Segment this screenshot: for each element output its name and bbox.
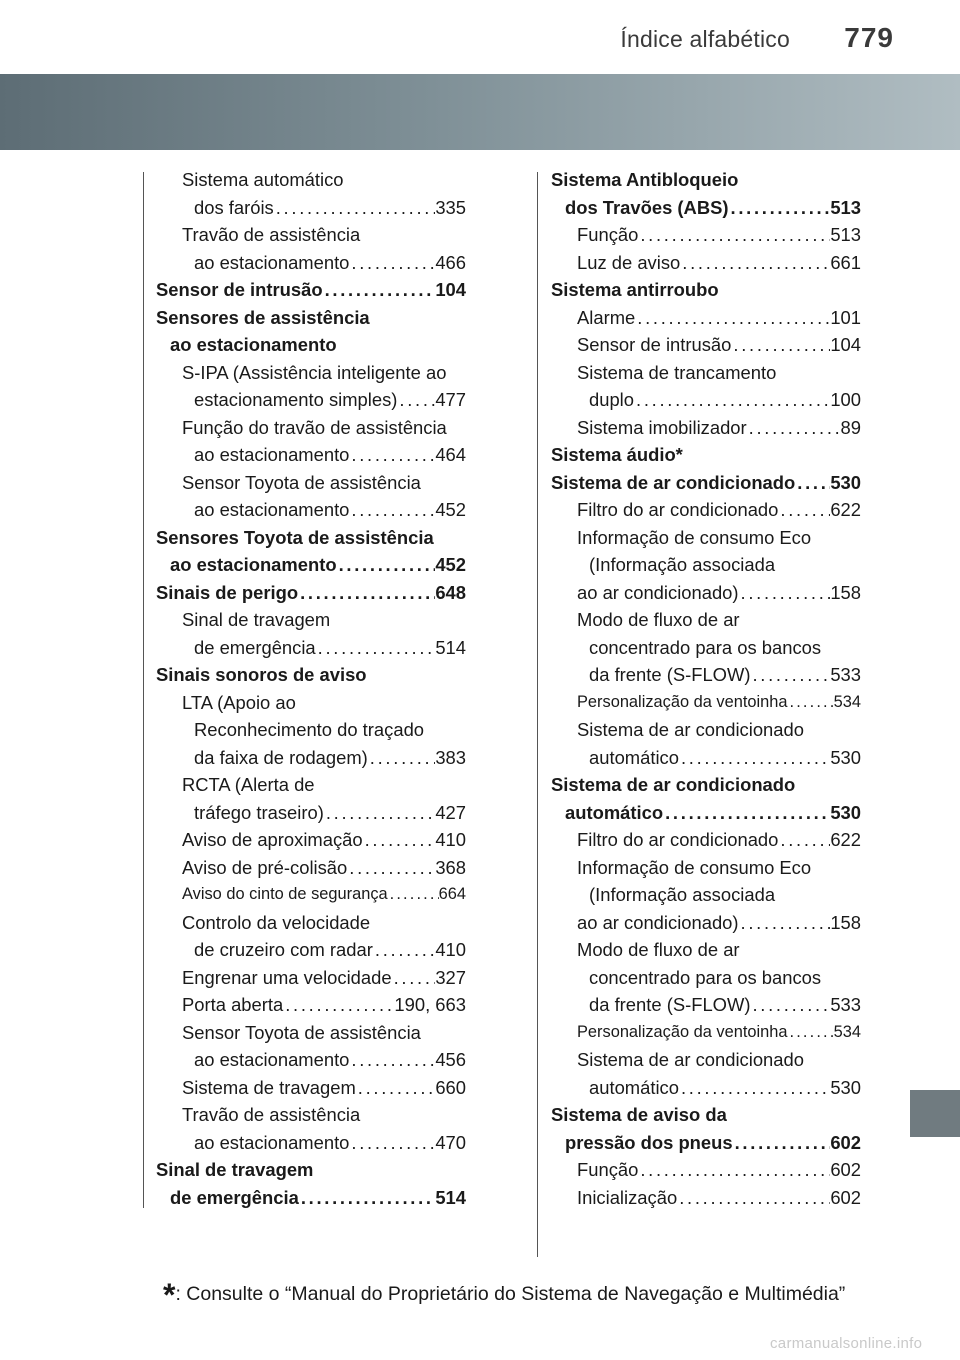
index-entry-page: 466 bbox=[435, 251, 466, 273]
index-entry-text: de cruzeiro com radar bbox=[194, 939, 373, 960]
index-entry-text: Porta aberta bbox=[182, 994, 284, 1015]
leader-dots bbox=[373, 936, 435, 964]
index-entry bbox=[156, 386, 466, 414]
index-entry-page: 410 bbox=[435, 939, 466, 960]
index-entry bbox=[156, 469, 466, 497]
leader-dots bbox=[638, 1156, 830, 1184]
index-entry-text: Aviso de aproximação bbox=[182, 829, 363, 850]
index-entry-text: Sinais de perigo bbox=[156, 581, 299, 603]
index-entry-page: 410 bbox=[435, 829, 466, 850]
leader-dots bbox=[356, 1074, 436, 1102]
index-entry-page: 602 bbox=[830, 1131, 861, 1153]
index-entry bbox=[156, 1019, 466, 1047]
index-entry bbox=[156, 964, 466, 992]
index-entry-text: Filtro do ar condicionado bbox=[577, 829, 779, 850]
index-entry-text: Sistema antirroubo bbox=[551, 279, 719, 300]
index-entry bbox=[156, 744, 466, 772]
index-entry-text: Travão de assistência bbox=[182, 224, 361, 245]
index-entry-text: Sistema de ar condicionado bbox=[577, 1049, 804, 1070]
index-entry bbox=[156, 881, 466, 909]
index-entry bbox=[551, 166, 861, 194]
index-entry-page: 101 bbox=[830, 306, 861, 328]
leader-dots bbox=[274, 194, 436, 222]
index-entry bbox=[551, 469, 861, 497]
index-entry-text: (Informação associada bbox=[589, 554, 776, 575]
index-entry-page: 514 bbox=[435, 636, 466, 658]
index-entry-text: automático bbox=[589, 1076, 679, 1098]
index-entry bbox=[551, 1156, 861, 1184]
index-entry-text: Sensor de intrusão bbox=[577, 334, 732, 355]
index-entry-text: Sistema áudio* bbox=[551, 444, 683, 465]
index-entry bbox=[551, 661, 861, 689]
index-entry-page: 158 bbox=[830, 911, 861, 933]
index-entry-text: RCTA (Alerta de bbox=[182, 774, 315, 795]
leader-dots bbox=[363, 826, 436, 854]
leader-dots bbox=[283, 991, 394, 1019]
leader-dots bbox=[750, 991, 830, 1019]
index-entry bbox=[551, 1184, 861, 1212]
index-entry-text: concentrado para os bancos bbox=[589, 966, 822, 988]
index-entry bbox=[551, 716, 861, 744]
leader-dots bbox=[323, 276, 436, 304]
index-entry-page: 104 bbox=[830, 334, 861, 355]
index-entry-text: Inicialização bbox=[577, 1186, 678, 1208]
index-entry-text: ao ar condicionado) bbox=[577, 581, 739, 603]
index-entry-text: automático bbox=[589, 746, 679, 768]
index-entry bbox=[156, 249, 466, 277]
footnote-marker: * bbox=[163, 1277, 176, 1313]
index-entry bbox=[551, 1046, 861, 1074]
index-entry bbox=[156, 276, 466, 304]
index-entry-page: 335 bbox=[435, 196, 466, 218]
index-entry-text: dos faróis bbox=[194, 196, 274, 218]
index-entry-text: duplo bbox=[589, 389, 634, 410]
index-entry-page: 533 bbox=[830, 994, 861, 1015]
index-entry bbox=[551, 414, 861, 442]
index-entry-page: 661 bbox=[830, 251, 861, 273]
index-entry-page: 456 bbox=[435, 1049, 466, 1070]
footnote-text: : Consulte o “Manual do Proprietário do Sistema de Navegação e Multimédia” bbox=[175, 1283, 846, 1305]
index-entry-text: Sistema de trancamento bbox=[577, 361, 777, 383]
index-entry-text: Sinais sonoros de aviso bbox=[156, 664, 367, 685]
leader-dots bbox=[392, 964, 436, 992]
index-entry-text: concentrado para os bancos bbox=[589, 636, 822, 658]
index-entry-text: Sistema de ar condicionado bbox=[577, 719, 804, 740]
index-entry-text: ao estacionamento bbox=[194, 444, 350, 465]
index-entry bbox=[551, 634, 861, 662]
index-entry-text: Aviso do cinto de segurança bbox=[182, 885, 388, 903]
index-entry-page: 464 bbox=[435, 444, 466, 465]
index-entry bbox=[551, 1019, 861, 1047]
index-entry bbox=[551, 881, 861, 909]
index-entry bbox=[551, 441, 861, 469]
index-entry-text: de emergência bbox=[194, 636, 316, 658]
index-entry bbox=[551, 249, 861, 277]
index-entry-page: 602 bbox=[830, 1186, 861, 1208]
leader-dots bbox=[638, 221, 830, 249]
leader-dots bbox=[747, 414, 841, 442]
index-entry-text: da faixa de rodagem) bbox=[194, 746, 368, 768]
index-entry bbox=[156, 166, 466, 194]
leader-dots bbox=[298, 579, 435, 607]
index-entry-page: 530 bbox=[830, 1076, 861, 1098]
header-title: Índice alfabético bbox=[620, 26, 790, 52]
index-entry-text: Sensor Toyota de assistência bbox=[182, 471, 421, 493]
leader-dots bbox=[729, 194, 831, 222]
index-entry-page: 622 bbox=[830, 499, 861, 520]
leader-dots bbox=[663, 799, 830, 827]
index-entry-text: ao estacionamento bbox=[170, 554, 337, 575]
index-entry-page: 514 bbox=[435, 1186, 466, 1208]
index-entry bbox=[156, 221, 466, 249]
index-entry bbox=[551, 304, 861, 332]
index-entry-text: Aviso de pré-colisão bbox=[182, 856, 348, 878]
index-entry-text: Sistema automático bbox=[182, 169, 344, 190]
index-entry bbox=[551, 579, 861, 607]
leader-dots bbox=[349, 1046, 435, 1074]
index-entry bbox=[156, 524, 466, 552]
index-entry-page: 534 bbox=[833, 1022, 861, 1041]
index-entry-text: pressão dos pneus bbox=[565, 1131, 733, 1153]
leader-dots bbox=[733, 1129, 831, 1157]
index-entry bbox=[551, 606, 861, 634]
index-entry-text: tráfego traseiro) bbox=[194, 801, 324, 823]
index-entry-page: 530 bbox=[830, 471, 861, 493]
index-entry bbox=[551, 991, 861, 1019]
index-entry-text: estacionamento simples) bbox=[194, 389, 398, 410]
index-entry bbox=[551, 744, 861, 772]
index-entry bbox=[551, 799, 861, 827]
index-entry-text: Sensores Toyota de assistência bbox=[156, 526, 434, 548]
index-entry bbox=[156, 1046, 466, 1074]
index-entry bbox=[156, 826, 466, 854]
index-entry-page: 530 bbox=[830, 801, 861, 823]
leader-dots bbox=[778, 826, 830, 854]
index-entry-text: Luz de aviso bbox=[577, 251, 681, 273]
index-entry bbox=[156, 716, 466, 744]
index-entry-text: ao estacionamento bbox=[194, 1049, 350, 1070]
index-entry-text: Função do travão de assistência bbox=[182, 416, 447, 438]
leader-dots bbox=[368, 744, 436, 772]
leader-dots bbox=[635, 304, 830, 332]
index-entry-page: 530 bbox=[830, 746, 861, 768]
index-entry-text: LTA (Apoio ao bbox=[182, 691, 296, 713]
column-rule-left bbox=[143, 172, 144, 1208]
index-entry-page: 660 bbox=[435, 1076, 466, 1098]
index-entry-page: 89 bbox=[840, 416, 861, 438]
index-entry-text: da frente (S-FLOW) bbox=[589, 664, 751, 685]
index-entry-text: Sensor Toyota de assistência bbox=[182, 1021, 421, 1043]
index-entry bbox=[551, 221, 861, 249]
index-entry-text: ao ar condicionado) bbox=[577, 911, 739, 933]
page-number: 779 bbox=[844, 22, 894, 53]
index-entry-text: Sistema de ar condicionado bbox=[551, 774, 796, 795]
index-entry-page: 602 bbox=[830, 1159, 861, 1180]
index-entry bbox=[551, 331, 861, 359]
leader-dots bbox=[316, 634, 436, 662]
header-band bbox=[0, 74, 960, 150]
index-entry-text: Função bbox=[577, 224, 639, 245]
leader-dots bbox=[388, 881, 439, 909]
index-entry bbox=[156, 496, 466, 524]
index-entry-text: Modo de fluxo de ar bbox=[577, 609, 740, 630]
index-entry-text: Sistema de travagem bbox=[182, 1076, 356, 1098]
index-entry bbox=[156, 359, 466, 387]
leader-dots bbox=[679, 1074, 830, 1102]
index-entry-page: 477 bbox=[435, 389, 466, 410]
index-entry bbox=[156, 661, 466, 689]
index-entry-page: 100 bbox=[830, 389, 861, 410]
index-entry-text: Sinal de travagem bbox=[182, 609, 331, 630]
index-entry-text: Alarme bbox=[577, 306, 636, 328]
index-entry bbox=[551, 1074, 861, 1102]
index-entry bbox=[551, 524, 861, 552]
index-entry-text: de emergência bbox=[170, 1186, 299, 1208]
leader-dots bbox=[750, 661, 830, 689]
index-column-left bbox=[156, 166, 466, 1211]
index-entry-text: Reconhecimento do traçado bbox=[194, 719, 425, 740]
index-entry bbox=[156, 1184, 466, 1212]
index-entry-text: Sensores de assistência bbox=[156, 306, 370, 328]
index-entry bbox=[156, 991, 466, 1019]
leader-dots bbox=[349, 496, 435, 524]
leader-dots bbox=[739, 579, 831, 607]
leader-dots bbox=[677, 1184, 830, 1212]
index-entry bbox=[156, 1156, 466, 1184]
index-entry bbox=[156, 936, 466, 964]
index-entry-page: 427 bbox=[435, 801, 466, 823]
index-entry bbox=[156, 799, 466, 827]
leader-dots bbox=[337, 551, 436, 579]
index-entry-text: Informação de consumo Eco bbox=[577, 856, 812, 878]
index-entry-text: Informação de consumo Eco bbox=[577, 526, 812, 548]
index-entry bbox=[551, 276, 861, 304]
index-entry bbox=[551, 689, 861, 717]
index-entry-page: 383 bbox=[435, 746, 466, 768]
index-entry-text: Sensor de intrusão bbox=[156, 279, 323, 300]
index-entry bbox=[551, 496, 861, 524]
watermark: carmanualsonline.info bbox=[770, 1335, 923, 1352]
index-entry-text: Filtro do ar condicionado bbox=[577, 499, 779, 520]
index-entry-page: 104 bbox=[435, 279, 466, 300]
index-entry-text: Sinal de travagem bbox=[156, 1159, 314, 1180]
index-entry bbox=[156, 909, 466, 937]
leader-dots bbox=[349, 249, 435, 277]
index-entry-text: Personalização da ventoinha bbox=[577, 1022, 788, 1041]
leader-dots bbox=[679, 744, 830, 772]
index-entry bbox=[156, 689, 466, 717]
index-entry bbox=[156, 854, 466, 882]
index-entry bbox=[551, 826, 861, 854]
index-column-right bbox=[551, 166, 861, 1211]
leader-dots bbox=[739, 909, 831, 937]
index-entry-page: 327 bbox=[435, 966, 466, 988]
index-entry-page: 470 bbox=[435, 1131, 466, 1153]
index-entry-text: S-IPA (Assistência inteligente ao bbox=[182, 361, 447, 383]
index-entry bbox=[551, 359, 861, 387]
index-entry bbox=[551, 936, 861, 964]
index-entry bbox=[156, 606, 466, 634]
index-entry-page: 513 bbox=[830, 224, 861, 245]
index-entry bbox=[156, 1129, 466, 1157]
index-entry-page: 368 bbox=[435, 856, 466, 878]
index-entry-text: ao estacionamento bbox=[194, 499, 350, 520]
index-entry-page: 622 bbox=[830, 829, 861, 850]
index-entry-page: 452 bbox=[435, 499, 466, 520]
leader-dots bbox=[788, 689, 834, 717]
index-entry-page: 513 bbox=[830, 196, 861, 218]
index-entry-text: Personalização da ventoinha bbox=[577, 692, 788, 711]
column-rule-middle bbox=[537, 172, 538, 1257]
leader-dots bbox=[349, 1129, 435, 1157]
index-entry-page: 664 bbox=[438, 885, 466, 903]
index-entry-text: ao estacionamento bbox=[194, 1131, 350, 1153]
leader-dots bbox=[788, 1019, 834, 1047]
leader-dots bbox=[349, 441, 435, 469]
index-entry-text: Função bbox=[577, 1159, 639, 1180]
index-entry bbox=[156, 771, 466, 799]
index-entry-text: Controlo da velocidade bbox=[182, 911, 371, 933]
leader-dots bbox=[397, 386, 435, 414]
index-entry bbox=[551, 964, 861, 992]
index-entry-text: Sistema Antibloqueio bbox=[551, 169, 739, 190]
index-entry bbox=[156, 634, 466, 662]
index-entry bbox=[156, 551, 466, 579]
index-entry-text: da frente (S-FLOW) bbox=[589, 994, 751, 1015]
index-entry-page: 533 bbox=[830, 664, 861, 685]
index-entry-page: 452 bbox=[435, 554, 466, 575]
index-entry bbox=[551, 854, 861, 882]
section-thumb-tab bbox=[910, 1090, 960, 1137]
leader-dots bbox=[347, 854, 435, 882]
index-entry bbox=[551, 551, 861, 579]
index-entry-text: ao estacionamento bbox=[194, 251, 350, 273]
index-entry-text: Sistema de ar condicionado bbox=[551, 471, 796, 493]
index-entry bbox=[551, 909, 861, 937]
leader-dots bbox=[680, 249, 830, 277]
index-entry-page: 158 bbox=[830, 581, 861, 603]
leader-dots bbox=[731, 331, 830, 359]
index-entry bbox=[551, 194, 861, 222]
index-entry bbox=[551, 1101, 861, 1129]
index-entry bbox=[156, 1074, 466, 1102]
index-entry bbox=[156, 304, 466, 332]
leader-dots bbox=[795, 469, 830, 497]
index-entry-text: automático bbox=[565, 801, 664, 823]
leader-dots bbox=[634, 386, 830, 414]
footnote bbox=[163, 1277, 845, 1314]
index-entry-text: Modo de fluxo de ar bbox=[577, 939, 740, 960]
leader-dots bbox=[778, 496, 830, 524]
index-entry bbox=[156, 331, 466, 359]
index-entry bbox=[551, 386, 861, 414]
index-entry bbox=[156, 441, 466, 469]
index-entry-text: ao estacionamento bbox=[170, 334, 337, 355]
index-entry bbox=[551, 771, 861, 799]
index-entry-page: 190, 663 bbox=[394, 994, 466, 1015]
index-entry-page: 534 bbox=[833, 692, 861, 711]
index-entry bbox=[156, 1101, 466, 1129]
index-entry bbox=[551, 1129, 861, 1157]
leader-dots bbox=[324, 799, 436, 827]
index-entry bbox=[156, 194, 466, 222]
index-entry-page: 648 bbox=[435, 581, 466, 603]
index-entry-text: dos Travões (ABS) bbox=[565, 196, 729, 218]
index-entry-text: Travão de assistência bbox=[182, 1104, 361, 1125]
index-entry bbox=[156, 579, 466, 607]
leader-dots bbox=[299, 1184, 436, 1212]
index-entry bbox=[156, 414, 466, 442]
index-entry-text: (Informação associada bbox=[589, 884, 776, 905]
index-entry-text: Engrenar uma velocidade bbox=[182, 966, 392, 988]
index-entry-text: Sistema de aviso da bbox=[551, 1104, 727, 1125]
index-entry-text: Sistema imobilizador bbox=[577, 416, 747, 438]
